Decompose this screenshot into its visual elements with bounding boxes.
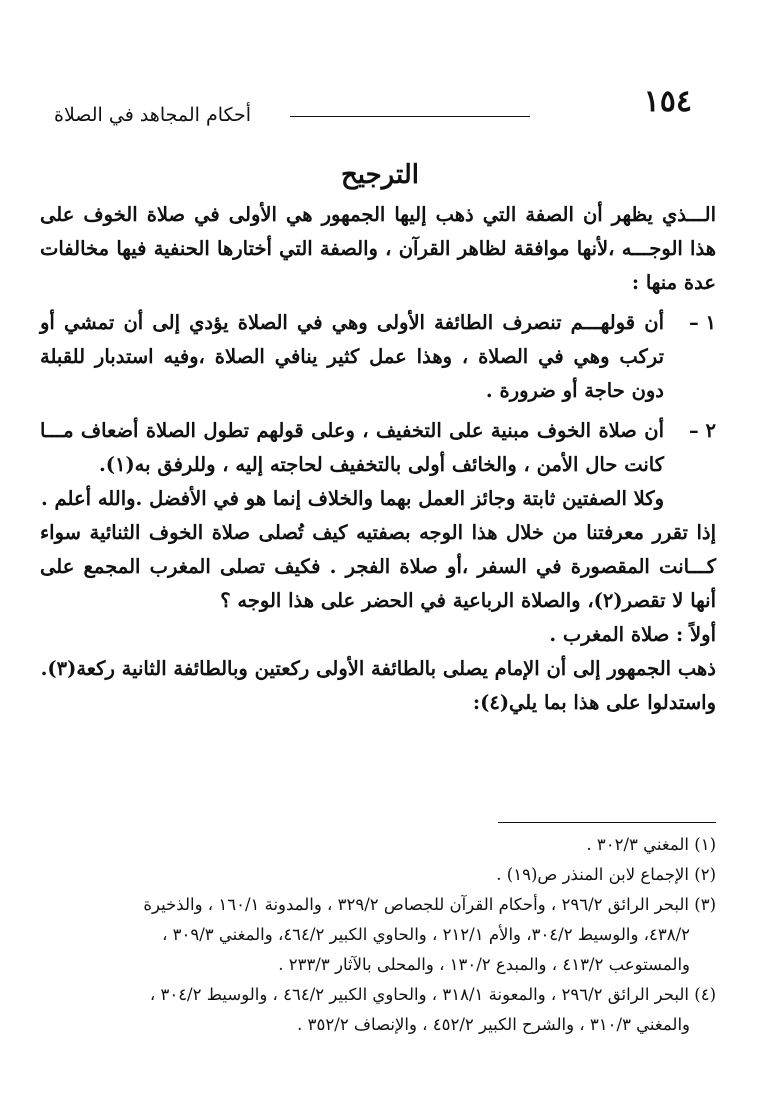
running-title: أحكام المجاهد في الصلاة — [54, 104, 252, 126]
section-title: الترجيح — [340, 160, 420, 190]
page-header — [40, 84, 720, 124]
subheading: أولاً : صلاة المغرب . — [549, 623, 716, 646]
list-item — [40, 306, 716, 408]
footnote-3: (٣) البحر الرائق ٢٩٦/٢ ، وأحكام القرآن للجصاص ٣٢٩/٢ ، والمدونة ١٦٠/١ ، والذخيرة — [143, 895, 716, 914]
header-rule — [290, 116, 530, 117]
evidence-intro: واستدلوا على هذا بما يلي(٤): — [472, 691, 716, 714]
majority-view-paragraph: ذهب الجمهور إلى أن الإمام يصلى بالطائفة الأولى ركعتين وبالطائفة الثانية ركعة(٣). — [40, 657, 716, 680]
list-item-number: ١ – — [688, 311, 716, 334]
footnote-rule — [498, 822, 716, 823]
list-item — [40, 414, 716, 482]
footnote-1: (١) المغني ٣٠٢/٣ . — [586, 835, 716, 854]
page-number: ١٥٤ — [643, 84, 692, 119]
footnote-4: (٤) البحر الرائق ٢٩٦/٢ ، والمعونة ٣١٨/١ ، والحاوي الكبير ٤٦٤/٢ ، والوسيط ٣٠٤/٢ ، — [149, 985, 716, 1004]
conclusion-paragraph: وكلا الصفتين ثابتة وجائز العمل بهما والخلاف إنما هو في الأفضل .والله أعلم . — [40, 487, 664, 510]
list-item-text: أن صلاة الخوف مبنية على التخفيف ، وعلى قولهم تطول الصلاة أضعاف مـــا كانت حال الأمن ، والخائف أولى بالتخفيف لحاجته إليه ، وللرفق به(١). — [40, 419, 664, 476]
footnote-2: (٢) الإجماع لابن المنذر ص(١٩) . — [496, 865, 716, 884]
footnote-3-continued: والمستوعب ٤١٣/٢ ، والمبدع ١٣٠/٢ ، والمحلى بالآثار ٢٣٣/٣ . — [278, 955, 690, 974]
body-text — [40, 198, 716, 720]
footnote-3-continued: ٤٣٨/٢، والوسيط ٣٠٤/٢، والأم ٢١٢/١ ، والحاوي الكبير ٤٦٤/٢، والمغني ٣٠٩/٣ ، — [162, 925, 690, 944]
footnotes — [40, 830, 716, 1040]
intro-paragraph: الـــذي يظهر أن الصفة التي ذهب إليها الجمهور هي الأولى في صلاة الخوف على هذا الوجـــه ،لأنها موافقة لظاهر القرآن ، والصفة التي أختارها الحنفية فيها مخالفات عدة منها : — [40, 203, 716, 294]
list-item-text: أن قولهـــم تنصرف الطائفة الأولى وهي في الصلاة يؤدي إلى أن تمشي أو تركب وهي في الصلاة ، وهذا عمل كثير ينافي الصلاة ،وفيه استدبار للقبلة دون حاجة أو ضرورة . — [40, 311, 664, 402]
list-item-number: ٢ – — [688, 419, 716, 442]
footnote-4-continued: والمغني ٣١٠/٣ ، والشرح الكبير ٤٥٢/٢ ، والإنصاف ٣٥٢/٢ . — [297, 1015, 690, 1034]
transition-paragraph: إذا تقرر معرفتنا من خلال هذا الوجه بصفتيه كيف تُصلى صلاة الخوف الثنائية سواء كـــانت المقصورة في السفر ،أو صلاة الفجر . فكيف تصلى المغرب المجمع على أنها لا تقصر(٢)، والصلاة الرباعية في الحضر على هذا الوجه ؟ — [40, 521, 716, 612]
